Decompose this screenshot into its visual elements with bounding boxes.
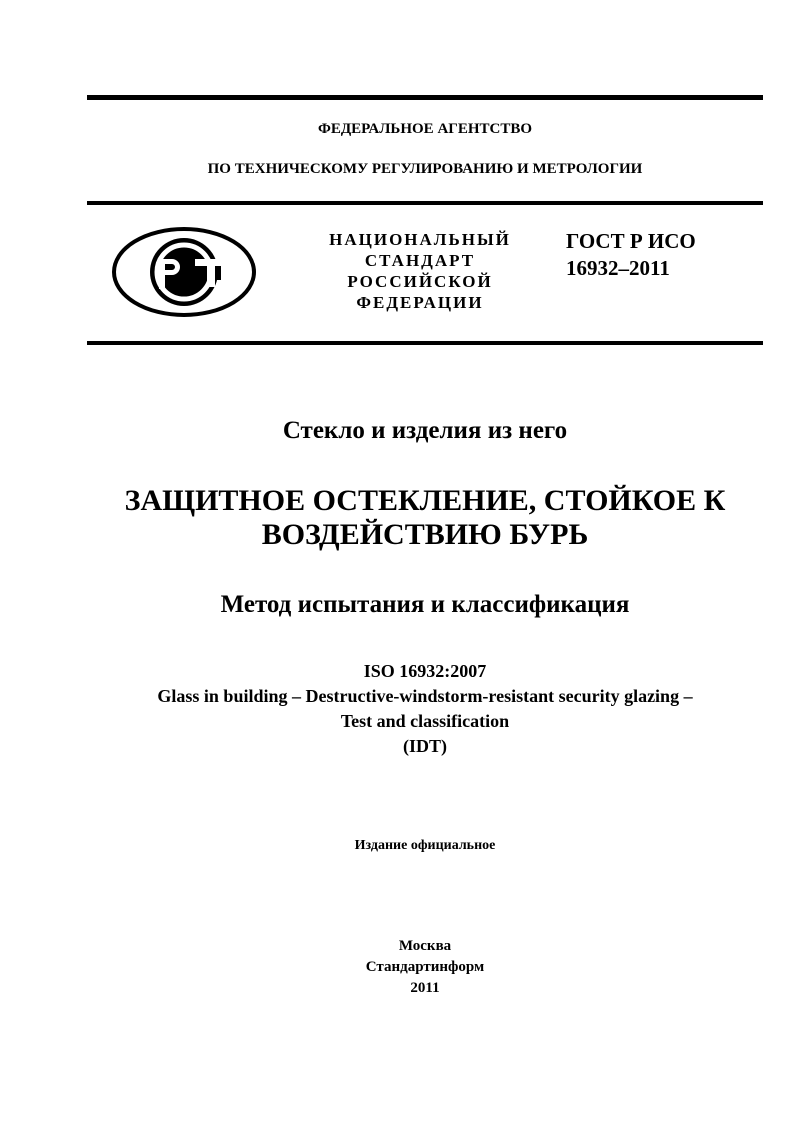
rst-logo-icon	[111, 226, 257, 318]
iso-equivalence: (IDT)	[403, 736, 447, 756]
standard-designation	[566, 228, 696, 282]
edition-label: Издание официальное	[354, 838, 496, 853]
bottom-rule	[87, 341, 763, 345]
top-rule	[87, 95, 763, 100]
iso-english-title-line-2: Test and classification	[340, 711, 510, 731]
publication-city: Москва	[398, 938, 452, 954]
title-line-2: ВОЗДЕЙСТВИЮ БУРЬ	[261, 518, 589, 551]
agency-line-2: ПО ТЕХНИЧЕСКОМУ РЕГУЛИРОВАНИЮ И МЕТРОЛОГИИ	[207, 161, 643, 177]
national-standard-line: ФЕДЕРАЦИИ	[356, 293, 484, 312]
method-title: Метод испытания и классификация	[220, 591, 630, 618]
national-standard-line: НАЦИОНАЛЬНЫЙ	[329, 230, 511, 249]
national-standard-line: РОССИЙСКОЙ	[347, 272, 493, 291]
iso-number: ISO 16932:2007	[363, 661, 487, 681]
designation-line-1: ГОСТ Р ИСО	[566, 229, 696, 253]
title-line-1: ЗАЩИТНОЕ ОСТЕКЛЕНИЕ, СТОЙКОЕ К	[124, 484, 726, 517]
publication-year: 2011	[410, 980, 440, 996]
designation-line-2: 16932–2011	[566, 256, 670, 280]
document-subtitle: Стекло и изделия из него	[282, 417, 568, 444]
publication-info	[60, 936, 790, 999]
national-standard-line: СТАНДАРТ	[364, 251, 476, 270]
national-standard-label	[310, 229, 530, 313]
agency-line-1: ФЕДЕРАЛЬНОЕ АГЕНТСТВО	[317, 121, 533, 137]
iso-reference	[60, 659, 790, 759]
middle-rule	[87, 201, 763, 205]
document-title	[60, 484, 790, 552]
iso-english-title-line-1: Glass in building – Destructive-windstorm-resistant security glazing –	[157, 686, 693, 706]
publication-publisher: Стандартинформ	[365, 959, 485, 975]
